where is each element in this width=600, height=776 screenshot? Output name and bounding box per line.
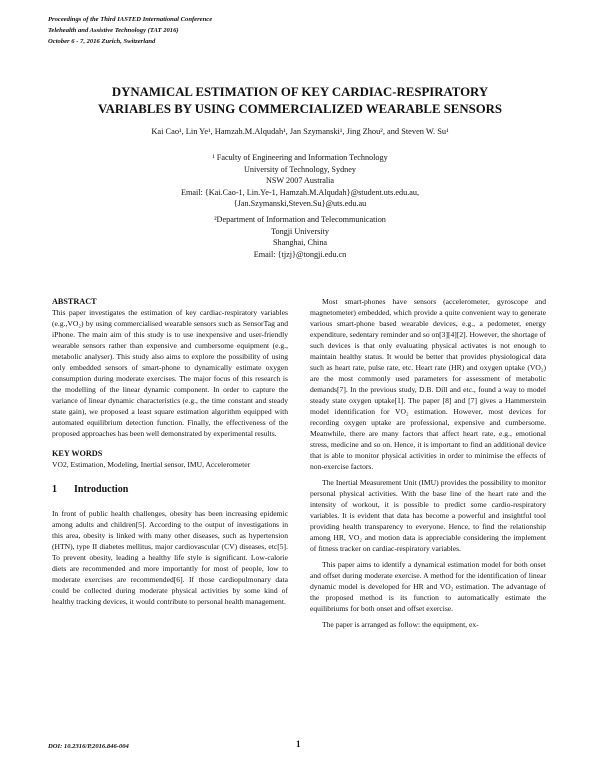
right-column <box>310 296 546 630</box>
abstract-text: This paper investigates the estimation of key cardiac-respiratory variables (e.g.,VO₂) by using commercialised wearable sensors such as SensorTag and iPhone. The main aim of this study is to use inexpensive and user-friendly wearable sensors rather than expensive and cumbersome equipment (e.g., metabolic analyser). This study also aims to explore the possibility of using only embedded sensors of smart-phone to dynamically estimate oxygen consumption during moderate exercises. The major focus of this research is the modelling of the linear dynamic component. In order to capture the variance of linear dynamic characteristics (e.g., the time constant and steady state gain), we proposed a least square estimation algorithm equipped with automated equilibrium detection function. Finally, the effectiveness of the proposed approaches has been well demonstrated by experimental results. <box>52 308 288 438</box>
affiliation-1-line-2: University of Technology, Sydney <box>244 164 356 174</box>
abstract-heading: ABSTRACT <box>52 297 97 306</box>
affiliation-2 <box>40 214 560 260</box>
affiliation-1-email: Email: {Kai.Cao-1, Lin.Ye-1, Hamzah.M.Alqudah}@student.uts.edu.au, <box>180 187 420 197</box>
title-line-2: VARIABLES BY USING COMMERCIALIZED WEARABLE SENSORS <box>97 102 503 116</box>
page-number: 1 <box>296 739 301 749</box>
body-paragraph-2: The Inertial Measurement Unit (IMU) provides the possibility to monitor personal physical activities. With the base line of the heart rate and the intensity of workout, it is possible to predict some cardio-respiratory variables. It is evident that data has become a powerful and insightful tool providing health transparency to everyone. Hence, to find the relationship among HR, VO₂ and motion data is appreciable considering the implement of fitness tracker on cardiac-respiratory variables. <box>310 478 546 553</box>
body-paragraph-4: The paper is arranged as follow: the equipment, ex- <box>322 620 479 629</box>
running-header <box>48 14 212 47</box>
body-paragraph-3: This paper aims to identify a dynamical estimation model for both onset and offset during moderate exercise. A method for the identification of linear dynamic model is developed for HR and VO₂ estimation. The advantage of the proposed method is its function to automatically estimate the equilibriums for both onset and offset exercise. <box>310 560 546 613</box>
conference-name: Proceedings of the Third IASTED International Conference <box>48 16 213 23</box>
affiliation-1-line-1: ¹ Faculty of Engineering and Information Technology <box>212 153 388 162</box>
paper-title <box>40 84 560 118</box>
keywords-text: VO2, Estimation, Modeling, Inertial sensor, IMU, Accelerometer <box>52 460 251 469</box>
section-number: 1 <box>52 484 57 495</box>
affiliation-2-line-3: Shanghai, China <box>272 238 328 247</box>
affiliation-1-email-2: {Jan.Szymanski,Steven.Su}@uts.edu.au <box>233 199 367 208</box>
body-paragraph-1: Most smart-phones have sensors (accelerometer, gyroscope and magnetometer) embedded, which provide a quite convenient way to generate various smart-phone based wearable devices, e.g., a pedometer, energy expenditure, sedentary reminder and so on[3][4][2]. However, the shortage of such devices is that only evaluating physical activates is not enough to maintain healthy status. It would be better that provides physiological data such as heart rate, pulse rate, etc. Heart rate (HR) and oxygen uptake (VO₂) are the most commonly used parameters for assessment of metabolic demands[7]. In the previous study, D.B. Dill and etc., found a way to model steady state oxygen uptake[1]. The paper [8] and [7] gives a Hammerstein model identification for VO₂ estimation. However, most devices for recording oxygen uptake are professional, expensive and cumbersome. Meanwhile, there are many factors that affect heart rate, e.g., emotional stress, medicine and so on. Hence, it is important to find an additional device that is able to monitor physical activities in order to minimise the effects of non-exercise factors. <box>310 297 546 471</box>
affiliation-2-line-1: ²Department of Information and Telecommunication <box>214 215 386 224</box>
intro-paragraph-1: In front of public health challenges, obesity has been increasing epidemic among adults and children[5]. According to the output of investigations in this area, obesity is linked with many other diseases, such as hypertension (HTN), type II diabetes mellitus, major cardiovascular (CV) diseases, etc[5]. To prevent obesity, leading a healthy life style is significant. Low-calorie diets are recommended and more importantly for most of people, low to moderate exercises are recommended[6]. If those cardiopulmonary data could be collected during moderate physical activities by some kind of healthy tracking devices, it would contribute to personal health management. <box>52 509 288 606</box>
conference-date-location: October 6 - 7, 2016 Zurich, Switzerland <box>48 38 156 45</box>
conference-subtitle: Telehealth and Assistive Technology (TAT 2016) <box>48 27 179 34</box>
affiliation-1 <box>40 152 560 210</box>
affiliation-1-line-3: NSW 2007 Australia <box>265 176 335 185</box>
title-line-1: DYNAMICAL ESTIMATION OF KEY CARDIAC-RESPIRATORY <box>111 85 489 99</box>
author-list: Kai Cao¹, Lin Ye¹, Hamzah.M.Alqudah¹, Jan Szymanski¹, Jing Zhou², and Steven W. Su¹ <box>151 127 449 136</box>
left-column <box>52 296 288 607</box>
affiliation-2-email: Email: {tjzj}@tongji.edu.cn <box>253 249 347 259</box>
keywords-heading: KEY WORDS <box>52 449 103 458</box>
section-heading-introduction <box>52 484 288 496</box>
doi-footer: DOI: 10.2316/P.2016.846-004 <box>48 743 129 750</box>
section-title: Introduction <box>74 484 129 495</box>
affiliation-2-line-2: Tongji University <box>271 226 329 236</box>
